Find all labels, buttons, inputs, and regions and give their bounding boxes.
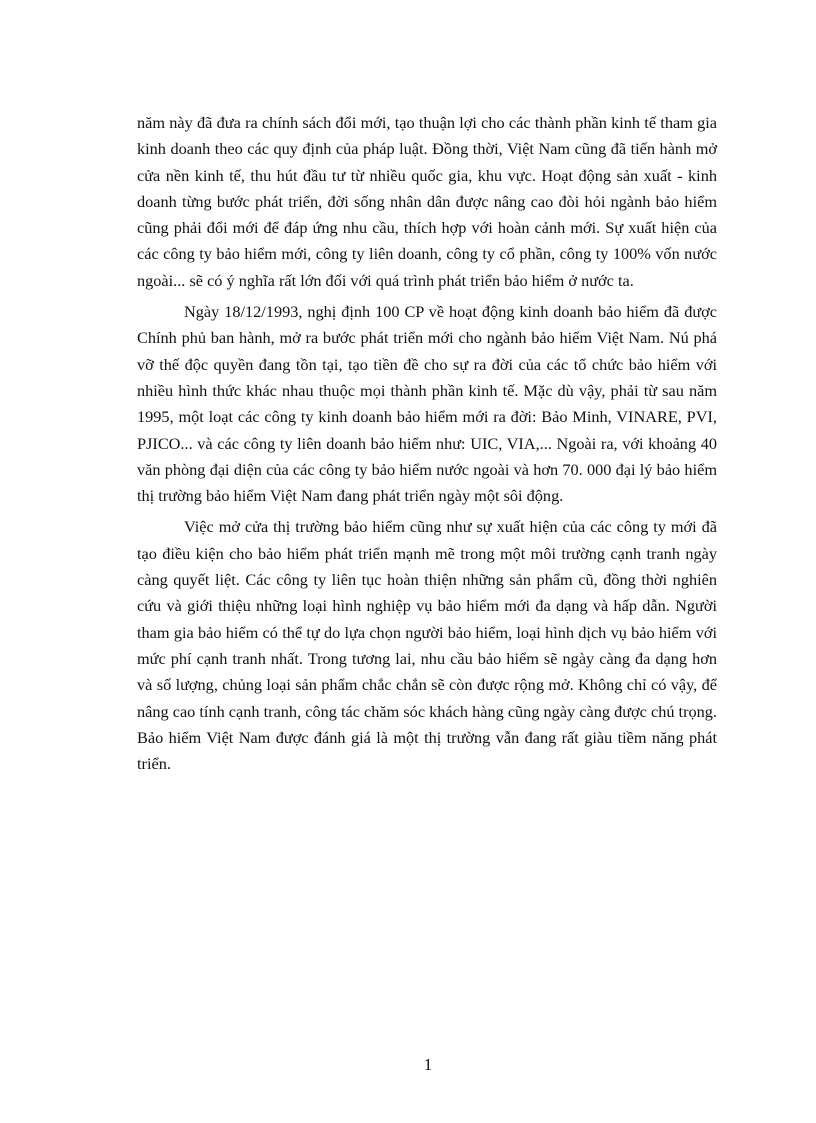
paragraph-3: Việc mở cửa thị trường bảo hiểm cũng như sự xuất hiện của các công ty mới đã tạo điều kiện cho bảo hiểm phát triển mạnh mẽ trong một môi trường cạnh tranh ngày càng quyết liệt. Các công ty liên tục hoàn thiện những sản phẩm cũ, đồng thời nghiên cứu và giới thiệu những loại hình nghiệp vụ bảo hiểm mới đa dạng và hấp dẫn. Người tham gia bảo hiểm có thể tự do lựa chọn người bảo hiểm, loại hình dịch vụ bảo hiểm với mức phí cạnh tranh nhất. Trong tương lai, nhu cầu bảo hiểm sẽ ngày càng đa dạng hơn và số lượng, chủng loại sản phẩm chắc chắn sẽ còn được rộng mở. Không chỉ có vậy, để nâng cao tính cạnh tranh, công tác chăm sóc khách hàng cũng ngày càng được chú trọng. Bảo hiểm Việt Nam được đánh giá là một thị trường vẫn đang rất giàu tiềm năng phát triển. bbox=[137, 517, 717, 774]
page-number: 1 bbox=[423, 1055, 433, 1074]
paragraph-1: năm này đã đưa ra chính sách đổi mới, tạo thuận lợi cho các thành phần kinh tế tham gia kinh doanh theo các quy định của pháp luật. Đồng thời, Việt Nam cũng đã tiến hành mở cửa nền kinh tế, thu hút đầu tư từ nhiều quốc gia, khu vực. Hoạt động sản xuất - kinh doanh từng bước phát triển, đời sống nhân dân được nâng cao đòi hỏi ngành bảo hiểm cũng phải đổi mới để đáp ứng nhu cầu, thích hợp với hoàn cảnh mới. Sự xuất hiện của các công ty bảo hiểm mới, công ty liên doanh, công ty cổ phần, công ty 100% vốn nước ngoài... sẽ có ý nghĩa rất lớn đối với quá trình phát triển bảo hiểm ở nước ta. bbox=[137, 113, 717, 290]
paragraph-2: Ngày 18/12/1993, nghị định 100 CP về hoạt động kinh doanh bảo hiểm đã được Chính phủ ban hành, mở ra bước phát triển mới cho ngành bảo hiểm Việt Nam. Nú phá vỡ thế độc quyền đang tồn tại, tạo tiền đề cho sự ra đời của các tổ chức bảo hiểm với nhiều hình thức khác nhau thuộc mọi thành phần kinh tế. Mặc dù vậy, phải từ sau năm 1995, một loạt các công ty kinh doanh bảo hiểm mới ra đời: Bảo Minh, VINARE, PVI, PJICO... và các công ty liên doanh bảo hiểm như: UIC, VIA,... Ngoài ra, với khoảng 40 văn phòng đại diện của các công ty bảo hiểm nước ngoài và hơn 70. 000 đại lý bảo hiểm thị trường bảo hiểm Việt Nam đang phát triển ngày một sôi động. bbox=[137, 302, 717, 506]
body-text bbox=[137, 110, 717, 782]
